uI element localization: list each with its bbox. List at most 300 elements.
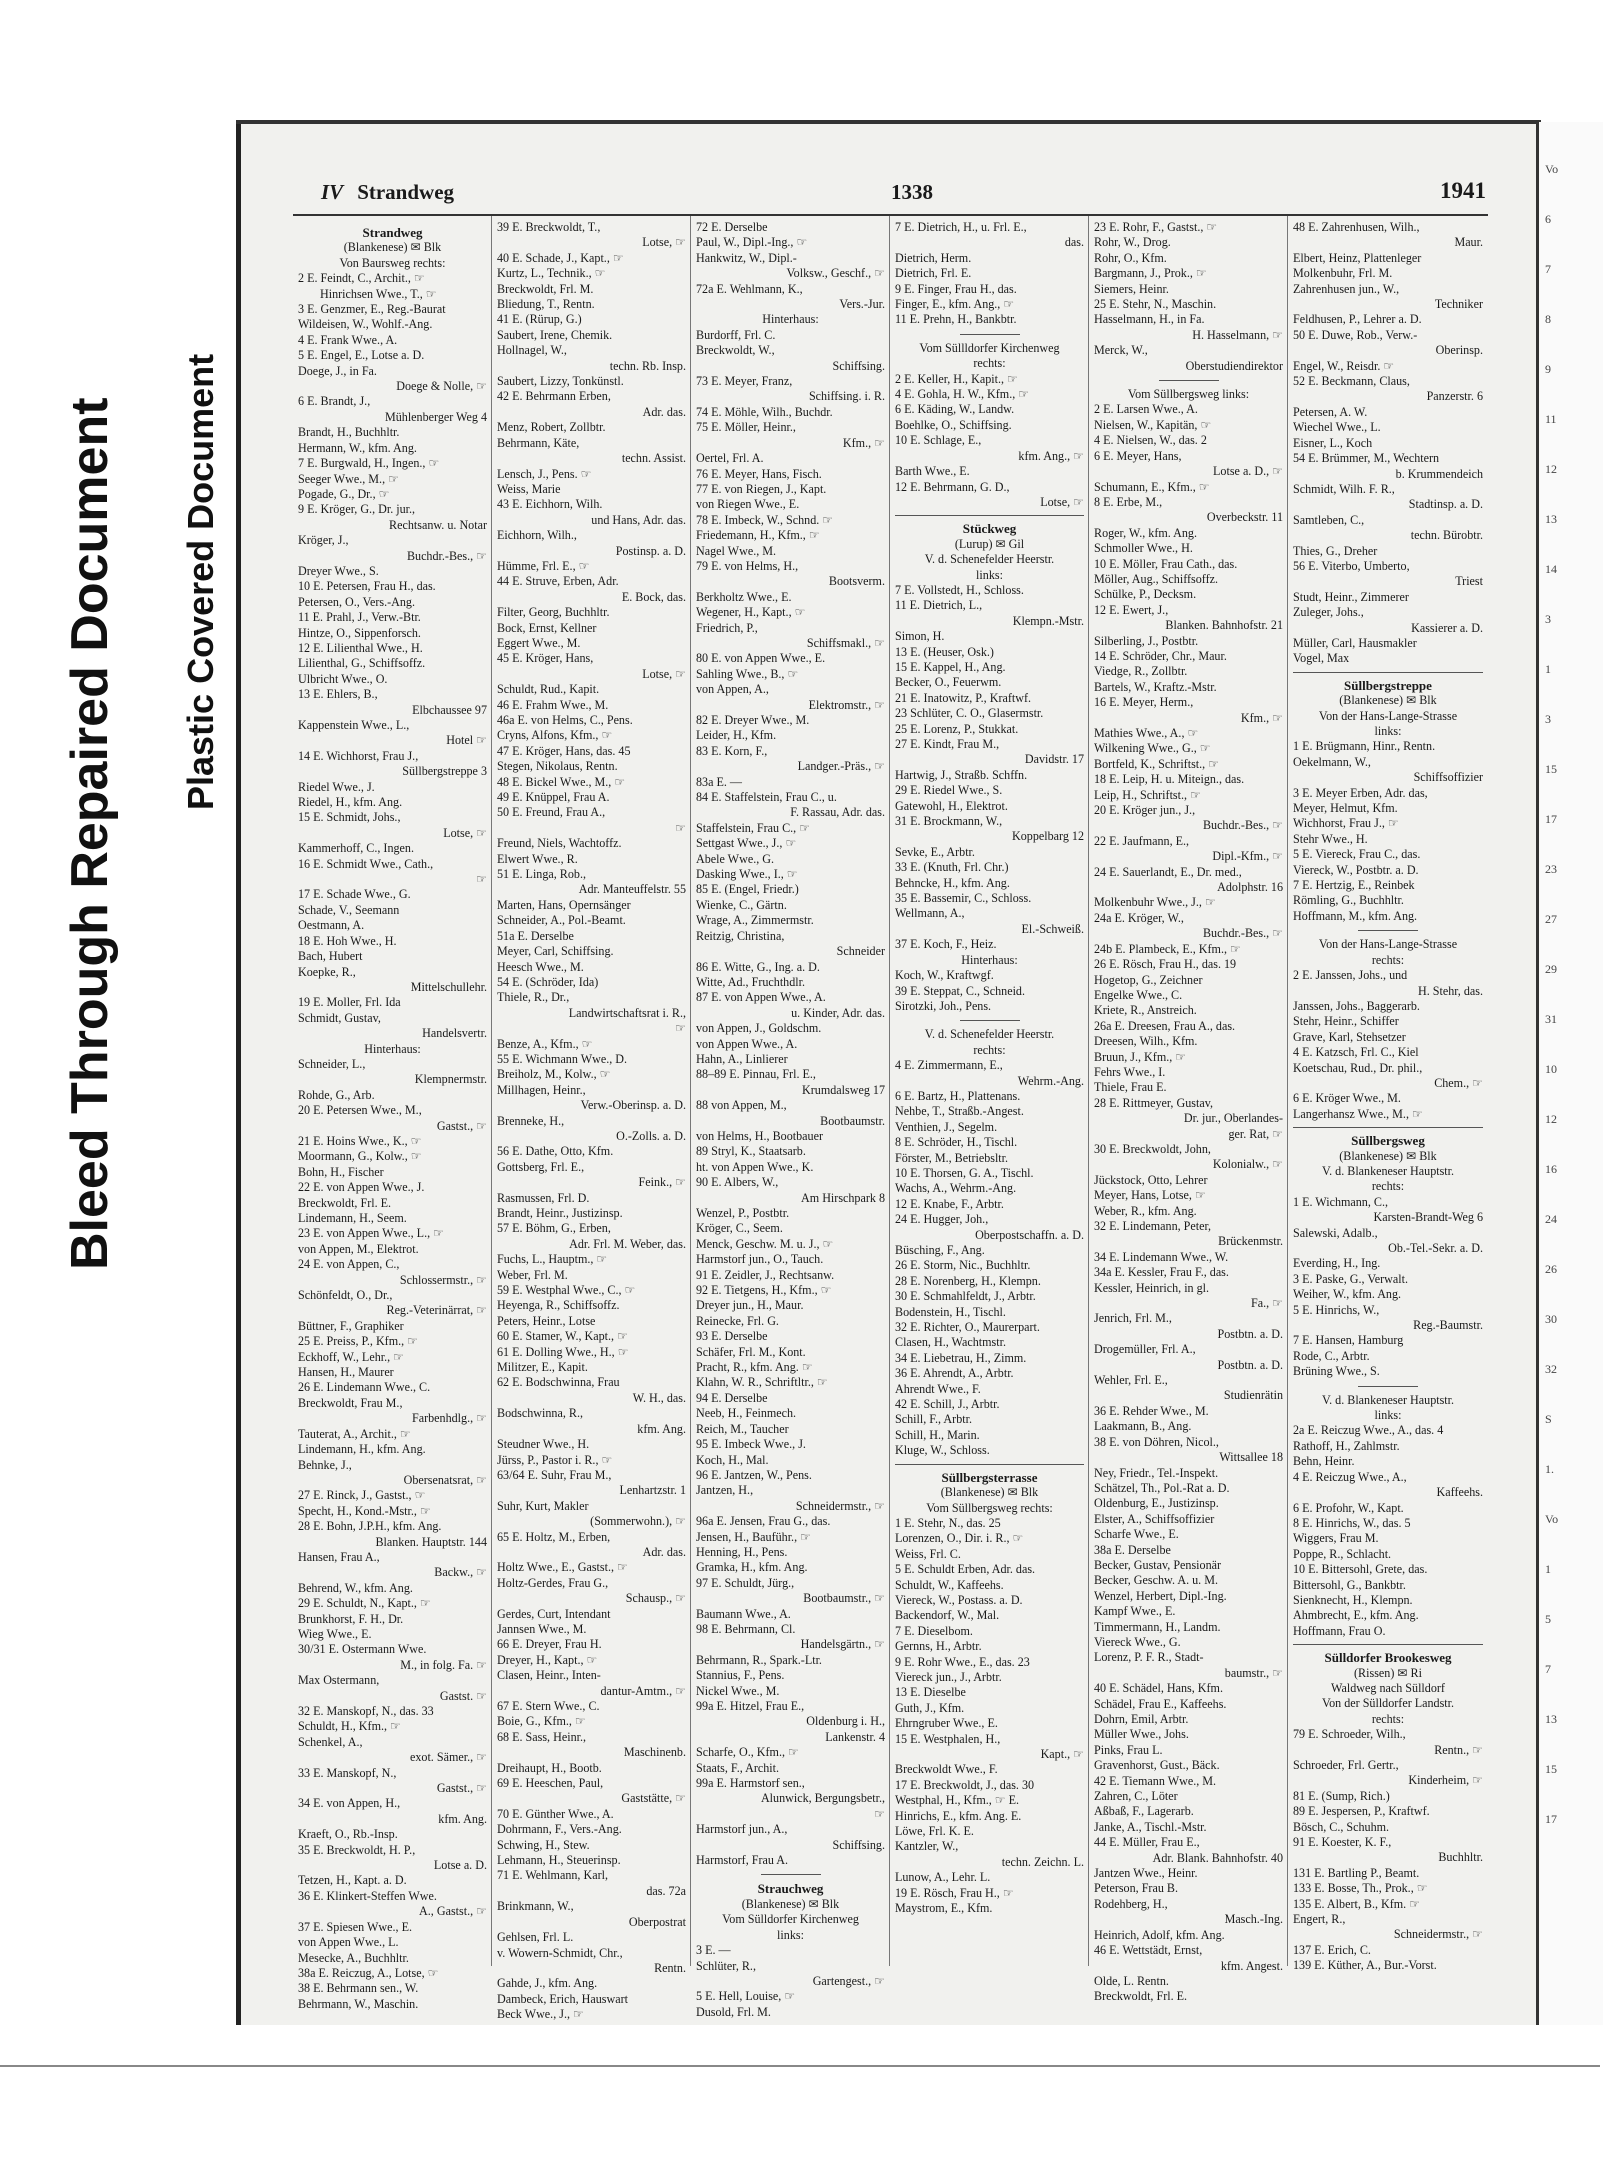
entry-line: Samtleben, C., [1293, 512, 1365, 527]
entry-line: Dasking Wwe., I., ☞ [696, 867, 798, 882]
entry-line: 33 E. Manskopf, N., [298, 1765, 397, 1780]
entry-line: Buchhltr. [1438, 1850, 1483, 1865]
entry-line: Kolonialw., ☞ [1212, 1157, 1283, 1172]
entry-line: 21 E. Inatowitz, P., Kraftwf. [895, 690, 1032, 705]
entry-line: 26a E. Dreesen, Frau A., das. [1094, 1018, 1236, 1033]
entry-line: O.-Zolls. a. D. [616, 1128, 686, 1143]
entry-line: 18 E. Leip, H. u. Miteign., das. [1094, 772, 1245, 787]
entry-line: 13 E. Dieselbe [895, 1685, 966, 1700]
entry-line: 27 E. Rinck, J., Gastst., ☞ [298, 1488, 426, 1503]
entry-line: Rasmussen, Frl. D. [497, 1190, 590, 1205]
entry-line: (Lurup) ✉ Gil [954, 536, 1025, 551]
entry-line: Scharfe Wwe., E. [1094, 1527, 1179, 1542]
entry-line: 13 E. (Heuser, Osk.) [895, 644, 994, 659]
entry-line: Schönfeldt, O., Dr., [298, 1288, 393, 1303]
entry-line: Rechtsanw. u. Notar [389, 517, 487, 532]
entry-line: 9 E. Finger, Frau H., das. [895, 281, 1017, 296]
entry-line: 79 E. Schroeder, Wilh., [1293, 1727, 1406, 1742]
entry-line: Stadtinsp. a. D. [1408, 497, 1483, 512]
entry-line: Doege, J., in Fa. [298, 363, 377, 378]
entry-line: 12 E. Ewert, J., [1094, 602, 1169, 617]
entry-line: v. Wowern-Schmidt, Chr., [497, 1945, 623, 1960]
entry-line: Jannsen Wwe., M. [497, 1621, 587, 1636]
entry-line: Lilienthal, G., Schiffsoffz. [298, 656, 426, 671]
entry-line: von Appen, M., Elektrot. [298, 1241, 419, 1256]
entry-line: Viedge, R., Zollbtr. [1094, 664, 1188, 679]
entry-line: Koch, W., Kraftwgf. [895, 968, 994, 983]
entry-line: Boie, G., Kfm., ☞ [497, 1714, 586, 1729]
entry-line: 4 E. Gohla, H. W., Kfm., ☞ [895, 387, 1030, 402]
entry-line: Landger.-Präs., ☞ [797, 759, 885, 774]
entry-line: 21 E. Hoins Wwe., K., ☞ [298, 1133, 422, 1148]
entry-line: 4 E. Katzsch, Frl. C., Kiel [1293, 1045, 1419, 1060]
entry-line: Meyer, Helmut, Kfm. [1293, 801, 1398, 816]
entry-line: Bliedung, T., Rentn. [497, 297, 595, 312]
entry-line: Oberstudiendirektor [1185, 358, 1283, 373]
entry-line: Nielsen, W., Kapitän, ☞ [1094, 417, 1212, 432]
entry-line: Kammerhoff, C., Ingen. [298, 841, 414, 856]
entry-line: Doege & Nolle, ☞ [396, 379, 487, 394]
entry-line: Poppe, R., Schlacht. [1293, 1546, 1392, 1561]
adjacent-page-fragment: 17 [1545, 812, 1557, 826]
entry-line: Handelsgärtn., ☞ [800, 1637, 885, 1652]
entry-line: Studt, Heinr., Zimmerer [1293, 589, 1409, 604]
entry-line: (Sommerwohn.), ☞ [590, 1514, 686, 1529]
entry-line: 34 E. von Appen, H., [298, 1796, 401, 1811]
entry-line: Ahmbrecht, E., kfm. Ang. [1293, 1608, 1419, 1623]
entry-line: Breckwoldt, Frl. E. [1094, 1989, 1188, 2004]
entry-line: 74 E. Möhle, Wilh., Buchdr. [696, 404, 833, 419]
entry-line: Koetschau, Rud., Dr. phil., [1293, 1060, 1423, 1075]
adjacent-page-fragment: 29 [1545, 962, 1557, 976]
entry-line: Dreyer Wwe., S. [298, 563, 379, 578]
entry-line: 6 E. Bartz, H., Plattenans. [895, 1088, 1021, 1103]
entry-line: Breiholz, M., Kolw., ☞ [497, 1067, 611, 1082]
entry-line: Hoffmann, M., kfm. Ang. [1293, 908, 1418, 923]
entry-line: Gahde, J., kfm. Ang. [497, 1976, 598, 1991]
entry-line: Rathoff, H., Zahlmstr. [1293, 1438, 1400, 1453]
entry-line: Merck, W., [1094, 343, 1148, 358]
column-1 [293, 216, 492, 2011]
entry-line: Janssen, Johs., Baggerarb. [1293, 998, 1420, 1013]
entry-line: Wehrm.-Ang. [1017, 1073, 1084, 1088]
adjacent-page-fragment: 12 [1545, 1112, 1557, 1126]
entry-line: Schill, H., Marin. [895, 1427, 980, 1442]
entry-line: 2 E. Janssen, Johs., und [1293, 968, 1408, 983]
adjacent-page-fragment: 14 [1545, 562, 1557, 576]
entry-line: Schiffsmakl., ☞ [806, 635, 885, 650]
entry-line: Ob.-Tel.-Sekr. a. D. [1388, 1241, 1483, 1255]
entry-line: Koepke, R., [298, 964, 356, 979]
entry-line: Elwert Wwe., R. [497, 851, 578, 866]
adjacent-page-fragment: S [1545, 1412, 1552, 1426]
entry-line: Wellmann, A., [895, 906, 965, 921]
entry-line: Gartengest., ☞ [812, 1973, 885, 1988]
entry-line: 23 Schlüter, C. O., Glasermstr. [895, 706, 1044, 721]
entry-line: 63/64 E. Suhr, Frau M., [497, 1467, 612, 1482]
entry-line: 2a E. Reiczug Wwe., A., das. 4 [1293, 1423, 1444, 1438]
entry-line: 52 E. Beckmann, Claus, [1293, 374, 1410, 389]
entry-line: Leip, H., Schriftst., ☞ [1094, 787, 1201, 802]
entry-line: Mühlenberger Weg 4 [384, 409, 487, 424]
entry-line: Weiher, W., kfm. Ang. [1293, 1287, 1402, 1302]
entry-line: 19 E. Moller, Frl. Ida [298, 995, 401, 1010]
entry-line: 51 E. Linga, Rob., [497, 867, 587, 882]
entry-line: Silberling, J., Postbtr. [1094, 633, 1199, 648]
entry-line: 46 E. Frahm Wwe., M. [497, 697, 609, 712]
entry-line: Hasselmann, H., in Fa. [1094, 312, 1205, 327]
entry-line: Behn, Heinr. [1293, 1454, 1355, 1469]
street-heading: Strandweg [357, 180, 455, 204]
entry-line: 26 E. Lindemann Wwe., C. [298, 1380, 431, 1395]
entry-line: Klahn, W. R., Schriftltr., ☞ [696, 1375, 828, 1390]
entry-line: 68 E. Sass, Heinr., [497, 1729, 587, 1744]
entry-line: Löwe, Frl. K. E. [895, 1824, 974, 1839]
adjacent-page-fragment: Vo [1545, 1512, 1559, 1526]
adjacent-page-fragment: 31 [1545, 1012, 1557, 1026]
entry-line: Schiffsing. [832, 1837, 885, 1852]
entry-line: Lotse, ☞ [642, 235, 686, 250]
entry-line: E. Bock, das. [621, 589, 686, 604]
entry-line: 11 E. Prahl, J., Verw.-Btr. [298, 610, 421, 625]
entry-line: Thiele, Frau E. [1094, 1080, 1167, 1095]
entry-line: 38 E. von Döhren, Nicol., [1094, 1434, 1219, 1449]
entry-line: Engelke Wwe., C. [1094, 987, 1183, 1002]
entry-line: 76 E. Meyer, Hans, Fisch. [696, 466, 822, 481]
entry-line: Brandt, H., Buchhltr. [298, 425, 400, 440]
entry-line: 45 E. Kröger, Hans, [497, 651, 594, 666]
entry-line: 34a E. Kessler, Frau F., das. [1094, 1265, 1229, 1280]
entry-line: Karsten-Brandt-Weg 6 [1373, 1210, 1483, 1225]
entry-line: rechts: [1371, 1179, 1405, 1194]
entry-line: 6 E. Kröger Wwe., M. [1293, 1091, 1401, 1106]
entry-line: Gerdes, Curt, Intendant [497, 1606, 611, 1621]
entry-line: Oberinsp. [1435, 343, 1483, 358]
entry-line: Mesecke, A., Buchhltr. [298, 1950, 409, 1965]
entry-line: Bootsverm. [828, 574, 885, 589]
entry-line: von Riegen Wwe., E. [696, 497, 800, 512]
entry-line: Adr. Manteuffelstr. 55 [578, 882, 686, 897]
entry-line: Wenzel, Herbert, Dipl.-Ing. [1094, 1588, 1227, 1603]
entry-line: 2 E. Keller, H., Kapit., ☞ [895, 371, 1018, 386]
entry-line: Postbtn. a. D. [1217, 1326, 1283, 1341]
entry-line: 73 E. Meyer, Franz, [696, 374, 793, 389]
entry-line: Dreihaupt, H., Bootb. [497, 1760, 602, 1775]
entry-line: 1 E. Brügmann, Hinr., Rentn. [1293, 739, 1436, 754]
entry-line: Kessler, Heinrich, in gl. [1094, 1280, 1210, 1295]
entry-line: Gastst. ☞ [439, 1688, 487, 1703]
entry-line: Breckwoldt, Frl. M. [497, 281, 594, 296]
entry-line: links: [777, 1927, 804, 1942]
adjacent-page-fragment: 12 [1545, 462, 1557, 476]
entry-line: 75 E. Möller, Heinr., [696, 420, 796, 435]
entry-line: 12 E. Lilienthal Wwe., H. [298, 640, 423, 655]
entry-line: ☞ [476, 872, 487, 887]
entry-line: Kriete, R., Anstreich. [1094, 1003, 1197, 1018]
entry-line: 7 E. Vollstedt, H., Schloss. [895, 582, 1024, 597]
entry-line: 8 E. Hinrichs, W., das. 5 [1293, 1515, 1411, 1530]
entry-line: Aßbaß, F., Lagerarb. [1094, 1804, 1194, 1819]
entry-line: Laakmann, B., Ang. [1094, 1419, 1192, 1434]
entry-line: Scharfe, O., Kfm., ☞ [696, 1745, 799, 1760]
entry-line: Ulbricht Wwe., O. [298, 671, 388, 686]
entry-line: 17 E. Schade Wwe., G. [298, 887, 411, 902]
entry-line: 99a E. Hitzel, Frau E., [696, 1699, 805, 1713]
entry-line: u. Kinder, Adr. das. [791, 1005, 885, 1020]
entry-line: links: [1374, 1408, 1402, 1423]
entry-line: Bartels, W., Kraftz.-Mstr. [1094, 679, 1217, 694]
entry-line: 32 E. Manskopf, N., das. 33 [298, 1704, 434, 1718]
entry-line: Molkenbuhr Wwe., J., ☞ [1094, 895, 1216, 910]
entry-line: 7 E. Dietrich, H., u. Frl. E., [895, 220, 1027, 234]
entry-line: ☞ [675, 820, 686, 835]
entry-line: Engel, W., Reisdr. ☞ [1293, 358, 1395, 373]
entry-line: 30/31 E. Ostermann Wwe. [298, 1642, 427, 1657]
entry-line: kfm. Angest. [1220, 1958, 1283, 1973]
entry-line: 16 E. Meyer, Herm., [1094, 695, 1194, 710]
entry-line: Jückstock, Otto, Lehrer [1094, 1172, 1208, 1187]
entry-line: Von der Hans-Lange-Strasse [1318, 937, 1458, 952]
entry-line: Wilkening Wwe., G., ☞ [1094, 741, 1211, 756]
entry-line: Jantzen, H., [696, 1483, 754, 1498]
entry-line: Millhagen, Heinr., [497, 1082, 586, 1097]
entry-line: Wiechel Wwe., L. [1293, 420, 1381, 435]
entry-line: Fehrs Wwe., I. [1094, 1064, 1166, 1079]
entry-line: 10 E. Bittersohl, Grete, das. [1293, 1562, 1428, 1577]
entry-line: 39 E. Steppat, C., Schneid. [895, 983, 1025, 998]
entry-line: Krumdalsweg 17 [802, 1082, 885, 1097]
adjacent-page-fragment: 30 [1545, 1312, 1557, 1326]
entry-line: 88–89 E. Pinnau, Frl. E., [696, 1067, 816, 1082]
entry-line: 38a E. Reiczug, A., Lotse, ☞ [298, 1965, 439, 1980]
entry-line: 44 E. Struve, Erben, Adr. [497, 574, 619, 589]
entry-line: Cryns, Alfons, Kfm., ☞ [497, 728, 613, 743]
entry-line: Schill, F., Arbtr. [895, 1412, 972, 1427]
entry-line: 19 E. Rösch, Frau H., ☞ [895, 1885, 1014, 1900]
entry-line: 40 E. Schade, J., Kapt., ☞ [497, 250, 624, 265]
entry-line: Förster, M., Betriebsltr. [895, 1150, 1009, 1165]
entry-line: von Appen Wwe., L. [298, 1935, 399, 1950]
entry-line: 13 E. Ehlers, B., [298, 687, 378, 702]
entry-line: Hogetop, G., Zeichner [1094, 972, 1203, 987]
entry-line: 50 E. Duwe, Rob., Verw.- [1293, 327, 1418, 342]
entry-line: Dohrn, Emil, Arbtr. [1094, 1712, 1189, 1726]
directory-page [236, 122, 1541, 2025]
entry-line: 8 E. Erbe, M., [1094, 494, 1163, 509]
entry-line: 6 E. Brandt, J., [298, 394, 371, 409]
entry-line: Schuldt, Rud., Kapit. [497, 682, 600, 697]
adjacent-page-fragment: 7 [1545, 262, 1551, 276]
entry-line: 24a E. Kröger, W., [1094, 910, 1184, 925]
divider [1358, 1386, 1418, 1387]
entry-line: 24 E. von Appen, C., [298, 1257, 400, 1272]
entry-line: Reinecke, Frl. G. [696, 1313, 779, 1328]
divider [1293, 1127, 1483, 1128]
entry-line: 56 E. Viterbo, Umberto, [1293, 558, 1410, 573]
entry-line: Reitzig, Christina, [696, 928, 785, 943]
entry-line: Suhr, Kurt, Makler [497, 1498, 589, 1513]
entry-line: Harmstorf jun., A., [696, 1822, 788, 1837]
entry-line: Marten, Hans, Opernsänger [497, 897, 631, 912]
entry-line: 34 E. Lindemann Wwe., W. [1094, 1249, 1229, 1264]
entry-line: Oestmann, A. [298, 918, 365, 933]
entry-line: Breckwoldt, W., [696, 343, 775, 358]
entry-line: 4 E. Frank Wwe., A. [298, 332, 398, 347]
entry-line: 26 E. Rösch, Frau H., das. 19 [1094, 957, 1237, 972]
entry-line: 35 E. Bassemir, C., Schloss. [895, 891, 1032, 906]
entry-line: techn. Rb. Insp. [609, 358, 686, 373]
entry-line: Seeger Wwe., M., ☞ [298, 471, 399, 486]
entry-line: Sevke, E., Arbtr. [895, 844, 975, 859]
adjacent-page-fragment: 16 [1545, 1162, 1557, 1176]
entry-line: Pracht, R., kfm. Ang. ☞ [696, 1360, 813, 1375]
entry-line: Oldenburg i. H., [806, 1714, 885, 1729]
adjacent-page-fragment: 15 [1545, 762, 1557, 776]
entry-line: 24 E. Sauerlandt, E., Dr. med., [1094, 864, 1242, 879]
entry-line: Staffelstein, Frau C., ☞ [696, 820, 811, 835]
entry-line: Schuldt, W., Kaffeehs. [895, 1577, 1004, 1592]
entry-line: Buchdr.-Bes., ☞ [406, 548, 487, 563]
entry-line: exot. Sämer., ☞ [409, 1750, 487, 1765]
entry-line: Reg.-Baumstr. [1413, 1318, 1483, 1333]
entry-line: Lindemann, H., kfm. Ang. [298, 1442, 426, 1457]
adjacent-page-fragment: 1 [1545, 662, 1551, 676]
entry-line: 65 E. Holtz, M., Erben, [497, 1529, 611, 1544]
entry-line: Kfm., ☞ [842, 435, 885, 450]
entry-line: 9 E. Rohr Wwe., E., das. 23 [895, 1654, 1030, 1669]
entry-line: Breckwoldt, Frau M., [298, 1395, 403, 1410]
entry-line: techn. Bürobtr. [1410, 528, 1483, 543]
entry-line: 48 E. Zahrenhusen, Wilh., [1293, 220, 1420, 234]
entry-line: Neeb, H., Feinmech. [696, 1406, 797, 1421]
divider [1293, 1644, 1483, 1645]
entry-line: Eckhoff, W., Lehr., ☞ [298, 1349, 405, 1364]
entry-line: 44 E. Müller, Frau E., [1094, 1835, 1200, 1850]
entry-line: Friedrich, P., [696, 620, 758, 635]
entry-line: Schumann, E., Kfm., ☞ [1094, 479, 1210, 494]
entry-line: 26 E. Storm, Nic., Buchhltr. [895, 1258, 1031, 1273]
entry-line: Schroeder, Frl. Gertr., [1293, 1758, 1399, 1772]
entry-line: Viereck Wwe., G. [1094, 1634, 1181, 1649]
entry-line: 5 E. Engel, E., Lotse a. D. [298, 348, 425, 363]
entry-line: 9 E. Kröger, G., Dr. jur., [298, 502, 416, 517]
entry-line: links: [976, 567, 1003, 582]
entry-line: von Helms, H., Bootbauer [696, 1128, 823, 1143]
entry-line: Schiffsing. [832, 358, 885, 373]
entry-line: Lotse, ☞ [642, 666, 686, 681]
entry-line: Wichhorst, Frau J., ☞ [1293, 816, 1399, 831]
entry-line: Volksw., Geschf., ☞ [786, 266, 885, 281]
entry-line: Koppelbarg 12 [1012, 829, 1084, 844]
entry-line: Kaffeehs. [1436, 1485, 1483, 1500]
entry-line: Vogel, Max [1293, 651, 1350, 666]
entry-line: Heyenga, R., Schiffsoffz. [497, 1298, 620, 1313]
entry-line: 38 E. Behrmann sen., W. [298, 1981, 419, 1996]
entry-line: Gramka, H., kfm. Ang. [696, 1560, 808, 1575]
entry-line: 35 E. Breckwoldt, H. P., [298, 1842, 416, 1857]
entry-line: Wenzel, P., Postbtr. [696, 1206, 790, 1220]
entry-line: Holtz Wwe., E., Gastst., ☞ [497, 1560, 628, 1575]
entry-line: Zahrenhusen jun., W., [1293, 281, 1400, 296]
entry-line: Hansen, Frau A., [298, 1549, 380, 1564]
entry-line: Hotel ☞ [446, 733, 487, 748]
entry-line: dantur-Amtm., ☞ [600, 1683, 686, 1698]
column-5 [1089, 216, 1288, 2004]
entry-line: 62 E. Bodschwinna, Frau [497, 1375, 620, 1390]
entry-line: Menck, Geschw. M. u. J., ☞ [696, 1236, 834, 1251]
entry-line: 3 E. — [696, 1943, 731, 1958]
entry-line: ger. Rat, ☞ [1228, 1126, 1283, 1141]
entry-line: 48 E. Bickel Wwe., M., ☞ [497, 774, 626, 789]
header-left [321, 180, 454, 205]
entry-line: 96 E. Jantzen, W., Pens. [696, 1467, 812, 1482]
entry-line: Stehr, Heinr., Schiffer [1293, 1014, 1399, 1029]
entry-line: 49 E. Knüppel, Frau A. [497, 790, 610, 805]
entry-line: Jensen, H., Bauführ., ☞ [696, 1529, 811, 1544]
entry-line: 31 E. Brockmann, W., [895, 814, 1003, 829]
entry-line: Schwing, H., Stew. [497, 1837, 590, 1852]
entry-line: Hollnagel, W., [497, 343, 567, 358]
entry-line: Brinkmann, W., [497, 1899, 574, 1914]
entry-line: Boehlke, O., Schiffsing. [895, 417, 1012, 432]
entry-line: Kurtz, L., Technik., ☞ [497, 266, 606, 281]
entry-line: baumstr., ☞ [1224, 1665, 1283, 1680]
entry-line: Schiffsoffizier [1413, 770, 1483, 785]
entry-line: Kröger, C., Seem. [696, 1221, 783, 1236]
entry-line: 25 E. Lorenz, P., Stukkat. [895, 721, 1019, 736]
entry-line: rechts: [973, 1042, 1006, 1057]
entry-line: Weiss, Frl. C. [895, 1546, 961, 1561]
entry-line: Römling, G., Buchhltr. [1293, 893, 1404, 908]
entry-line: 11 E. Prehn, H., Bankbtr. [895, 312, 1017, 327]
entry-line: Schneider, A., Pol.-Beamt. [497, 913, 626, 928]
entry-line: Bock, Ernst, Kellner [497, 620, 597, 635]
entry-line: Hinrichsen Wwe., T., ☞ [320, 286, 437, 301]
entry-line: Jürss, P., Pastor i. R., ☞ [497, 1452, 613, 1467]
adjacent-page-fragment: Vo [1545, 162, 1559, 176]
entry-line: 135 E. Albert, B., Kfm. ☞ [1293, 1896, 1421, 1911]
entry-line: Rohde, G., Arb. [298, 1087, 375, 1102]
entry-line: 40 E. Schädel, Hans, Kfm. [1094, 1681, 1223, 1696]
adjacent-page-fragment: 1. [1545, 1462, 1554, 1476]
divider [1159, 380, 1219, 381]
entry-line: Lotse a. D. [433, 1858, 487, 1873]
entry-line: 56 E. Dathe, Otto, Kfm. [497, 1144, 614, 1159]
entry-line: Timmermann, H., Landm. [1094, 1619, 1221, 1634]
entry-line: Becker, Gustav, Pensionär [1094, 1557, 1222, 1572]
entry-line: 28 E. Rittmeyer, Gustav, [1094, 1095, 1213, 1110]
entry-line: 66 E. Dreyer, Frau H. [497, 1637, 602, 1652]
entry-line: (Blankenese) ✉ Blk [1339, 1148, 1437, 1163]
entry-line: (Blankenese) ✉ Blk [343, 240, 442, 255]
entry-line: Witte, Ad., Fruchthdlr. [696, 974, 806, 989]
entry-line: Brandt, Heinr., Justizinsp. [497, 1206, 623, 1220]
entry-line: das. 72a [646, 1883, 686, 1898]
divider [895, 515, 1084, 516]
entry-line: Hinterhaus: [364, 1041, 421, 1056]
entry-line: Saubert, Lizzy, Tonkünstl. [497, 374, 624, 389]
entry-line: 3 E. Genzmer, E., Reg.-Baurat [298, 302, 446, 317]
entry-line: 93 E. Derselbe [696, 1329, 768, 1344]
entry-line: Masch.-Ing. [1224, 1912, 1283, 1927]
entry-line: 94 E. Derselbe [696, 1390, 768, 1405]
entry-line: 42 E. Tiemann Wwe., M. [1094, 1773, 1217, 1788]
entry-line: Dietrich, Herm. [895, 250, 972, 265]
entry-line: 91 E. Zeidler, J., Rechtsanw. [696, 1267, 835, 1282]
entry-line: Jenrich, Frl. M., [1094, 1311, 1172, 1326]
entry-line: von Appen Wwe., A. [696, 1036, 798, 1051]
entry-line: 72a E. Wehlmann, K., [696, 281, 803, 296]
